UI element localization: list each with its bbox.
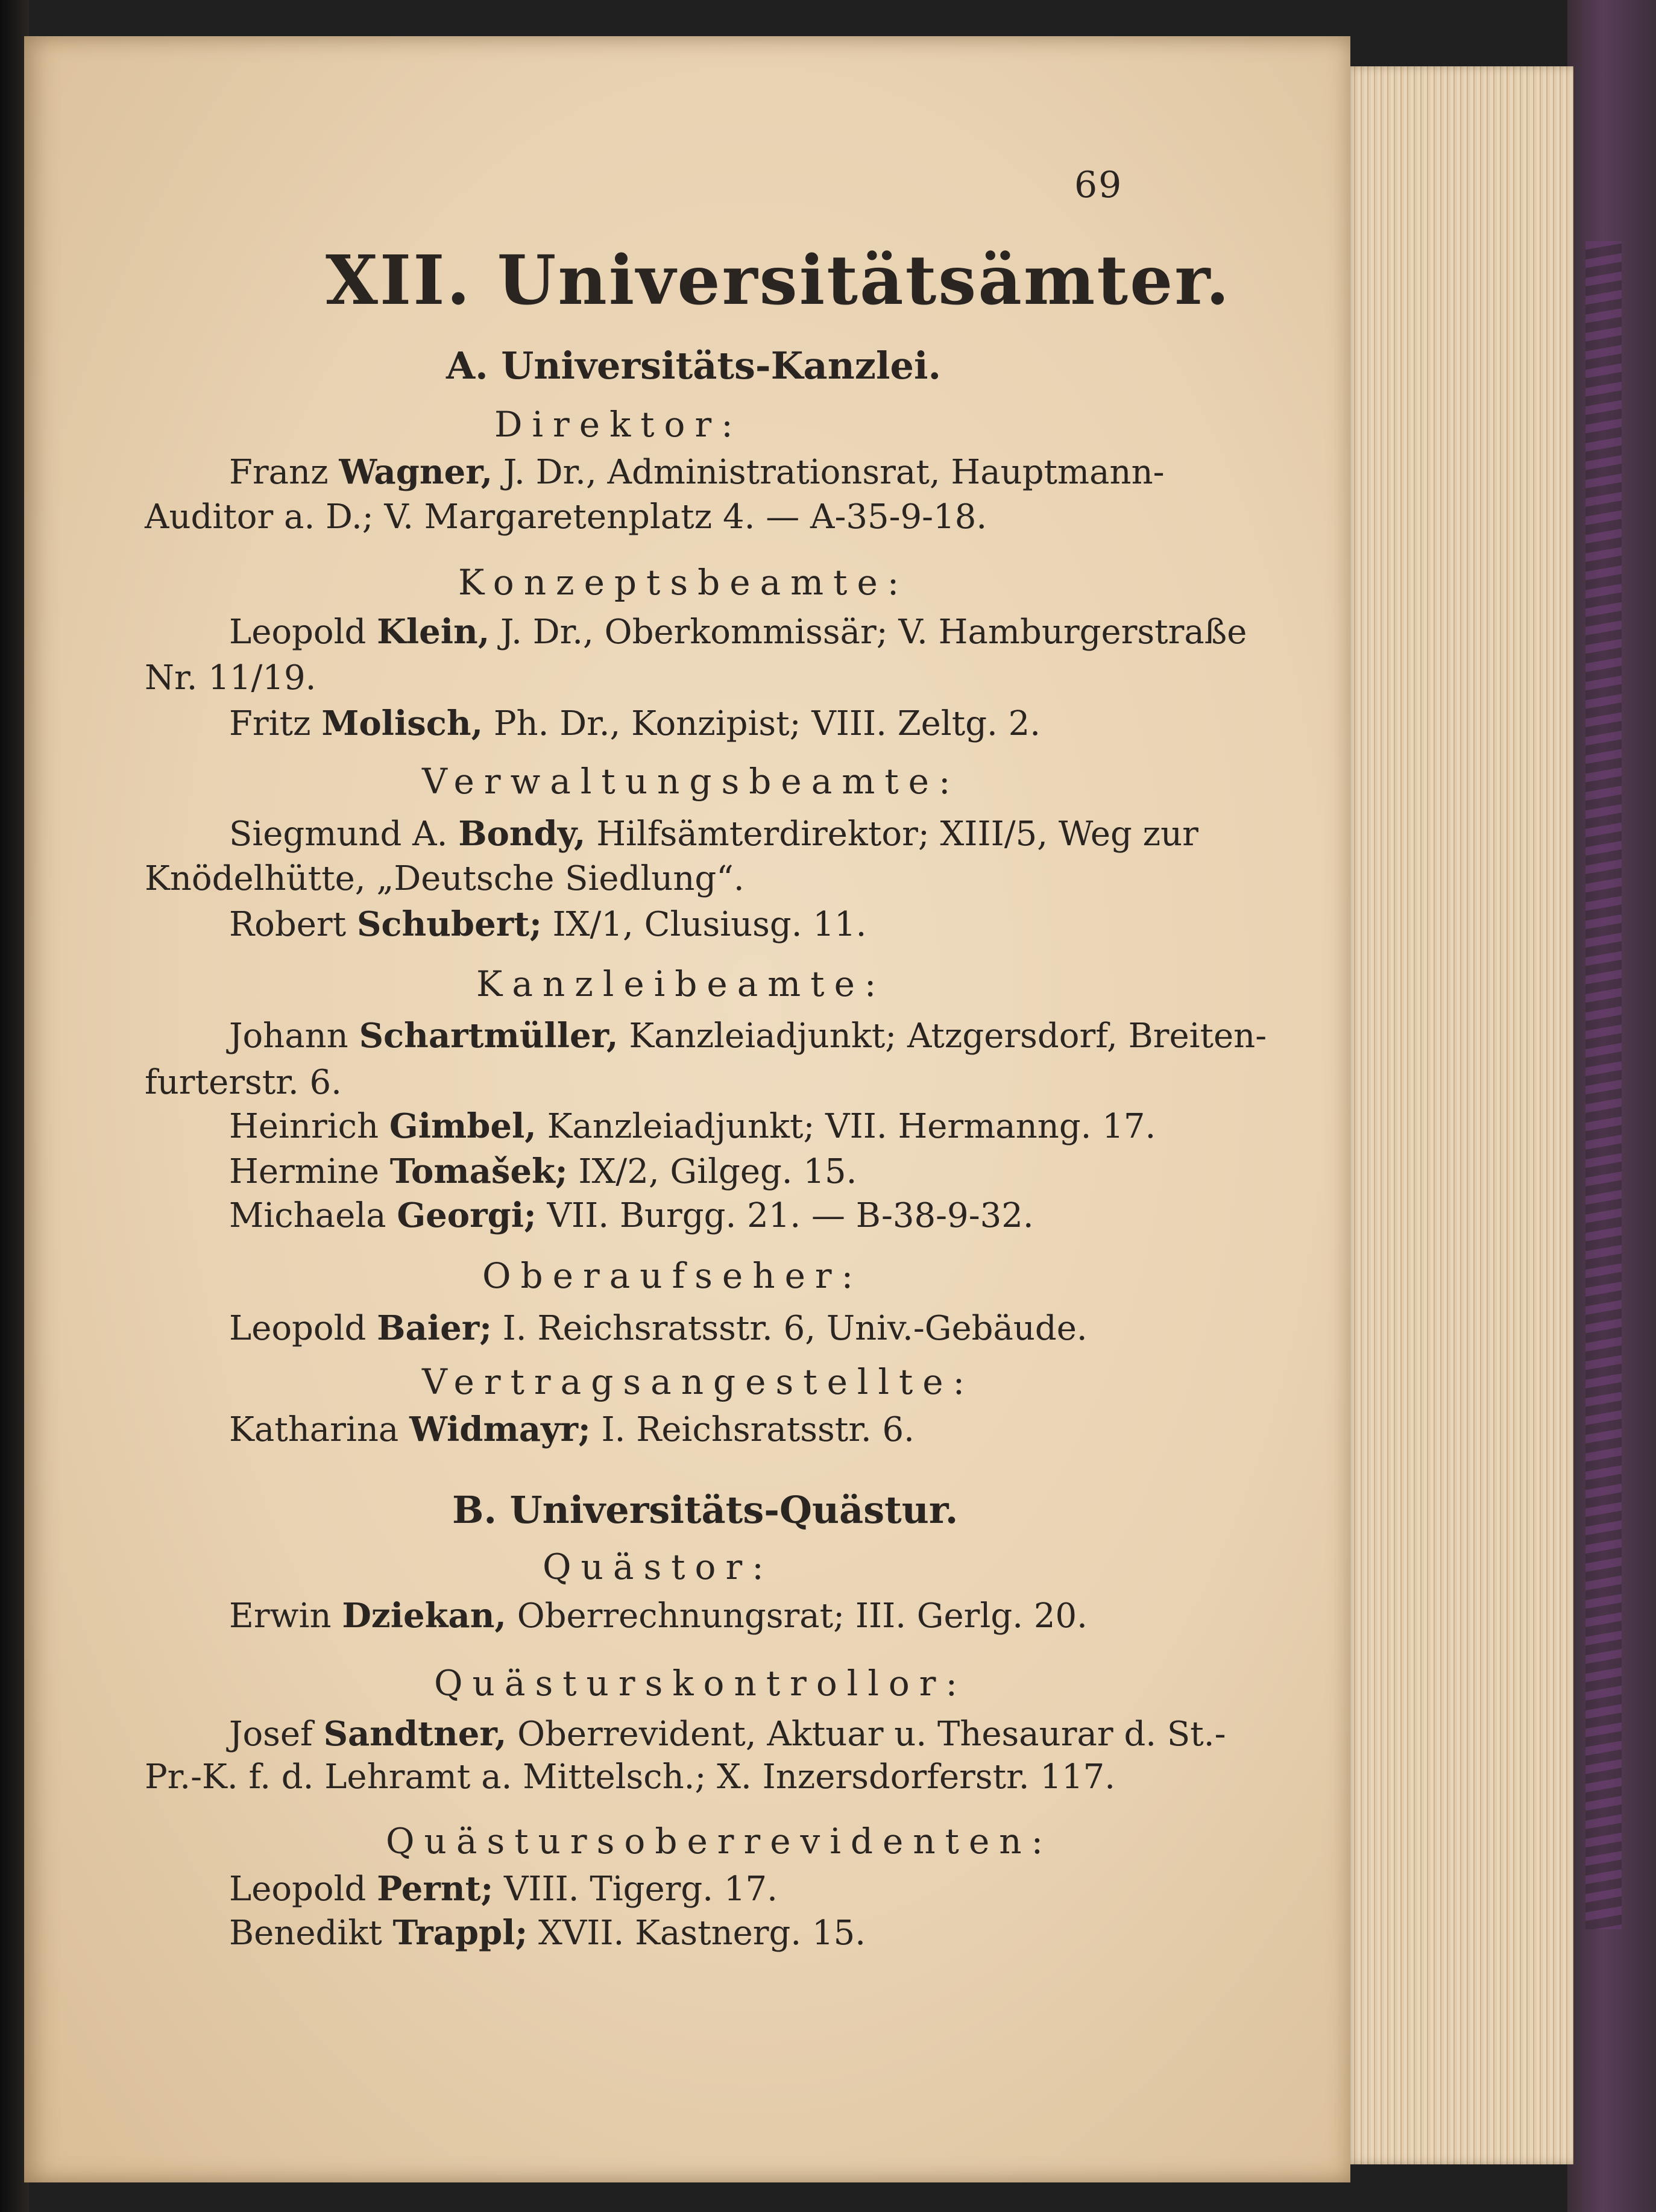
section-heading-kanzlei: A. Universitäts-Kanzlei. xyxy=(446,344,942,388)
entry-line: Benedikt Trappl; XVII. Kastnerg. 15. xyxy=(229,1913,866,1953)
entry-line: Pr.-K. f. d. Lehramt a. Mittelsch.; X. Inzersdorferstr. 117. xyxy=(145,1757,1116,1797)
entry-line: Leopold Klein, J. Dr., Oberkommissär; V. Hamburgerstraße xyxy=(229,612,1247,652)
page-edges-stack xyxy=(1344,66,1573,2164)
section-heading-quaestur: B. Universitäts-Quästur. xyxy=(452,1488,959,1532)
entry-line: Fritz Molisch, Ph. Dr., Konzipist; VIII. Zeltg. 2. xyxy=(229,704,1041,743)
entry-line: Michaela Georgi; VII. Burgg. 21. — B-38-9-32. xyxy=(229,1196,1034,1235)
entry-line: Nr. 11/19. xyxy=(145,658,316,698)
page-title: XII. Universitätsämter. xyxy=(326,241,1232,320)
entry-line: Auditor a. D.; V. Margaretenplatz 4. — A-35-9-18. xyxy=(145,497,987,537)
group-label-verwaltungsbeamte: Verwaltungsbeamte: xyxy=(422,761,960,802)
entry-line: Johann Schartmüller, Kanzleiadjunkt; Atzgersdorf, Breiten- xyxy=(229,1016,1267,1056)
entry-line: furterstr. 6. xyxy=(145,1063,342,1102)
entry-line: Erwin Dziekan, Oberrechnungsrat; III. Gerlg. 20. xyxy=(229,1596,1088,1636)
entry-line: Robert Schubert; IX/1, Clusiusg. 11. xyxy=(229,904,867,944)
entry-line: Heinrich Gimbel, Kanzleiadjunkt; VII. Hermanng. 17. xyxy=(229,1106,1156,1146)
entry-line: Leopold Baier; I. Reichsratsstr. 6, Univ.-Gebäude. xyxy=(229,1308,1088,1348)
group-label-vertragsangestellte: Vertragsangestellte: xyxy=(422,1361,975,1402)
entry-line: Knödelhütte, „Deutsche Siedlung“. xyxy=(145,859,745,898)
entry-line: Leopold Pernt; VIII. Tigerg. 17. xyxy=(229,1869,778,1909)
group-label-oberaufseher: Oberaufseher: xyxy=(482,1255,863,1296)
entry-line: Hermine Tomašek; IX/2, Gilgeg. 15. xyxy=(229,1152,857,1191)
entry-line: Siegmund A. Bondy, Hilfsämterdirektor; XIII/5, Weg zur xyxy=(229,814,1198,854)
book-cover-edge xyxy=(1567,0,1656,2212)
group-label-quaesturskontrollor: Quästurskontrollor: xyxy=(434,1663,968,1704)
page-number: 69 xyxy=(1074,164,1123,206)
entry-line: Josef Sandtner, Oberrevident, Aktuar u. Thesaurar d. St.- xyxy=(229,1714,1226,1754)
group-label-quaestor: Quästor: xyxy=(543,1546,773,1587)
entry-line: Katharina Widmayr; I. Reichsratsstr. 6. xyxy=(229,1410,915,1449)
group-label-direktor: Direktor: xyxy=(494,404,743,445)
group-label-quaestursoberrevidenten: Quästursoberrevidenten: xyxy=(386,1821,1053,1862)
group-label-kanzleibeamte: Kanzleibeamte: xyxy=(476,963,886,1004)
group-label-konzeptsbeamte: Konzeptsbeamte: xyxy=(458,562,909,603)
entry-line: Franz Wagner, J. Dr., Administrationsrat, Hauptmann- xyxy=(229,452,1165,492)
